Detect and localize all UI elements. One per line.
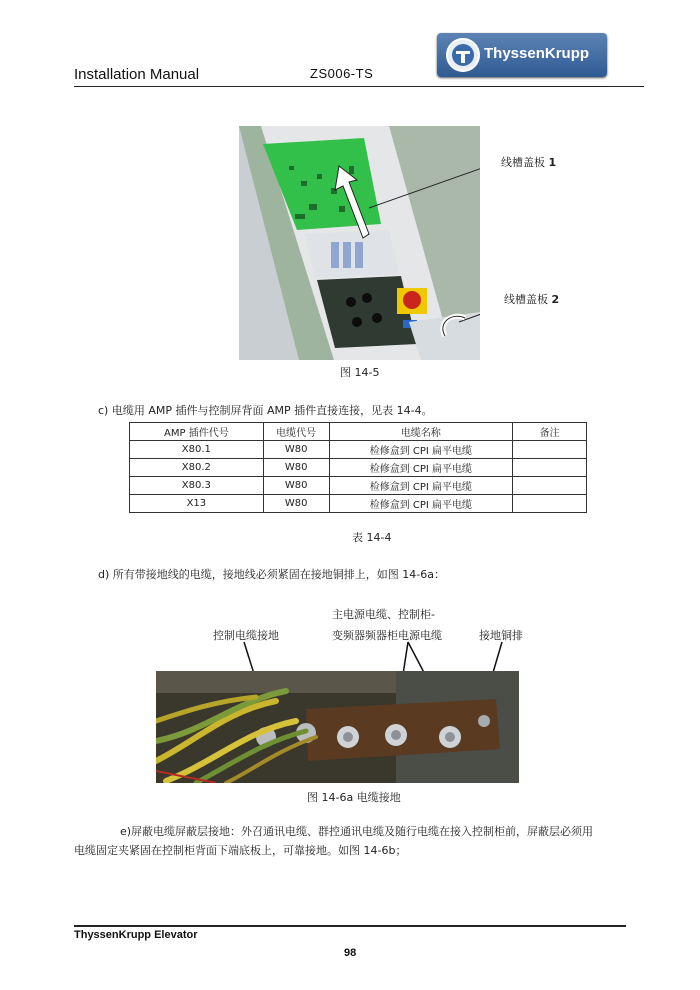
- label-wire-duct-cover-2-text: 线槽盖板: [504, 293, 548, 306]
- label-wire-duct-cover-1-text: 线槽盖板: [501, 156, 545, 169]
- label-wire-duct-cover-2: [504, 291, 559, 307]
- cell-cable-code: W80: [263, 477, 329, 495]
- paragraph-e-line-2: 电缆固定夹紧固在控制柜背面下端底板上，可靠接地。如图 14-6b；: [74, 844, 407, 857]
- cell-cable-name: 检修盒到 CPI 扁平电缆: [329, 477, 513, 495]
- document-code: ZS006-TS: [310, 66, 374, 81]
- logo-emblem-icon: [445, 37, 481, 73]
- cell-cable-code: W80: [263, 495, 329, 513]
- header-cable-code: 电缆代号: [263, 423, 329, 441]
- paragraph-c: c) 电缆用 AMP 插件与控制屏背面 AMP 插件直接连接，见表 14-4。: [98, 404, 433, 417]
- header-amp-plug-code: AMP 插件代号: [130, 423, 264, 441]
- paragraph-d: d) 所有带接地线的电缆，接地线必须紧固在接地铜排上，如图 14-6a：: [98, 568, 445, 581]
- cell-amp-plug-code: X80.1: [130, 441, 264, 459]
- cell-remarks: [513, 441, 587, 459]
- table-header-row: [130, 423, 587, 441]
- manual-title: Installation Manual: [74, 66, 200, 83]
- logo-wordmark: ThyssenKrupp: [484, 45, 590, 62]
- cell-cable-name: 检修盒到 CPI 扁平电缆: [329, 441, 513, 459]
- cell-amp-plug-code: X80.3: [130, 477, 264, 495]
- figure-14-5-image: [239, 126, 480, 360]
- label-wire-duct-cover-2-number: 2: [551, 293, 560, 306]
- cell-cable-name: 检修盒到 CPI 扁平电缆: [329, 495, 513, 513]
- table-row: [130, 441, 587, 459]
- header-remarks: 备注: [513, 423, 587, 441]
- header-rule: [74, 86, 644, 87]
- table-row: [130, 495, 587, 513]
- footer-company-name: ThyssenKrupp Elevator: [74, 929, 198, 941]
- cell-amp-plug-code: X13: [130, 495, 264, 513]
- cell-cable-code: W80: [263, 459, 329, 477]
- label-wire-duct-cover-1-number: 1: [548, 156, 557, 169]
- label-wire-duct-cover-1: [501, 154, 556, 170]
- cell-remarks: [513, 459, 587, 477]
- cell-amp-plug-code: X80.2: [130, 459, 264, 477]
- page-number: 98: [344, 947, 357, 959]
- footer-rule: [74, 925, 626, 927]
- cell-cable-code: W80: [263, 441, 329, 459]
- cell-remarks: [513, 477, 587, 495]
- cell-remarks: [513, 495, 587, 513]
- figure-14-5-caption: 图 14-5: [340, 366, 380, 379]
- figure-14-6a-image: [156, 671, 519, 783]
- cell-cable-name: 检修盒到 CPI 扁平电缆: [329, 459, 513, 477]
- label-control-cable-ground: 控制电缆接地: [213, 629, 279, 642]
- paragraph-e-line-1: e)屏蔽电缆屏蔽层接地：外召通讯电缆、群控通讯电缆及随行电缆在接入控制柜前，屏蔽层必须用: [120, 825, 594, 838]
- figure-14-6a-caption: 图 14-6a 电缆接地: [307, 791, 401, 804]
- table-row: [130, 459, 587, 477]
- label-main-power-cable-line2: 变频器频器柜电源电缆: [332, 629, 442, 642]
- table-row: [130, 477, 587, 495]
- header-cable-name: 电缆名称: [329, 423, 513, 441]
- table-14-4: [129, 422, 587, 513]
- label-main-power-cable-line1: 主电源电缆、控制柜-: [332, 608, 435, 621]
- label-ground-copper-bar: 接地铜排: [479, 629, 523, 642]
- table-14-4-caption: 表 14-4: [352, 531, 392, 544]
